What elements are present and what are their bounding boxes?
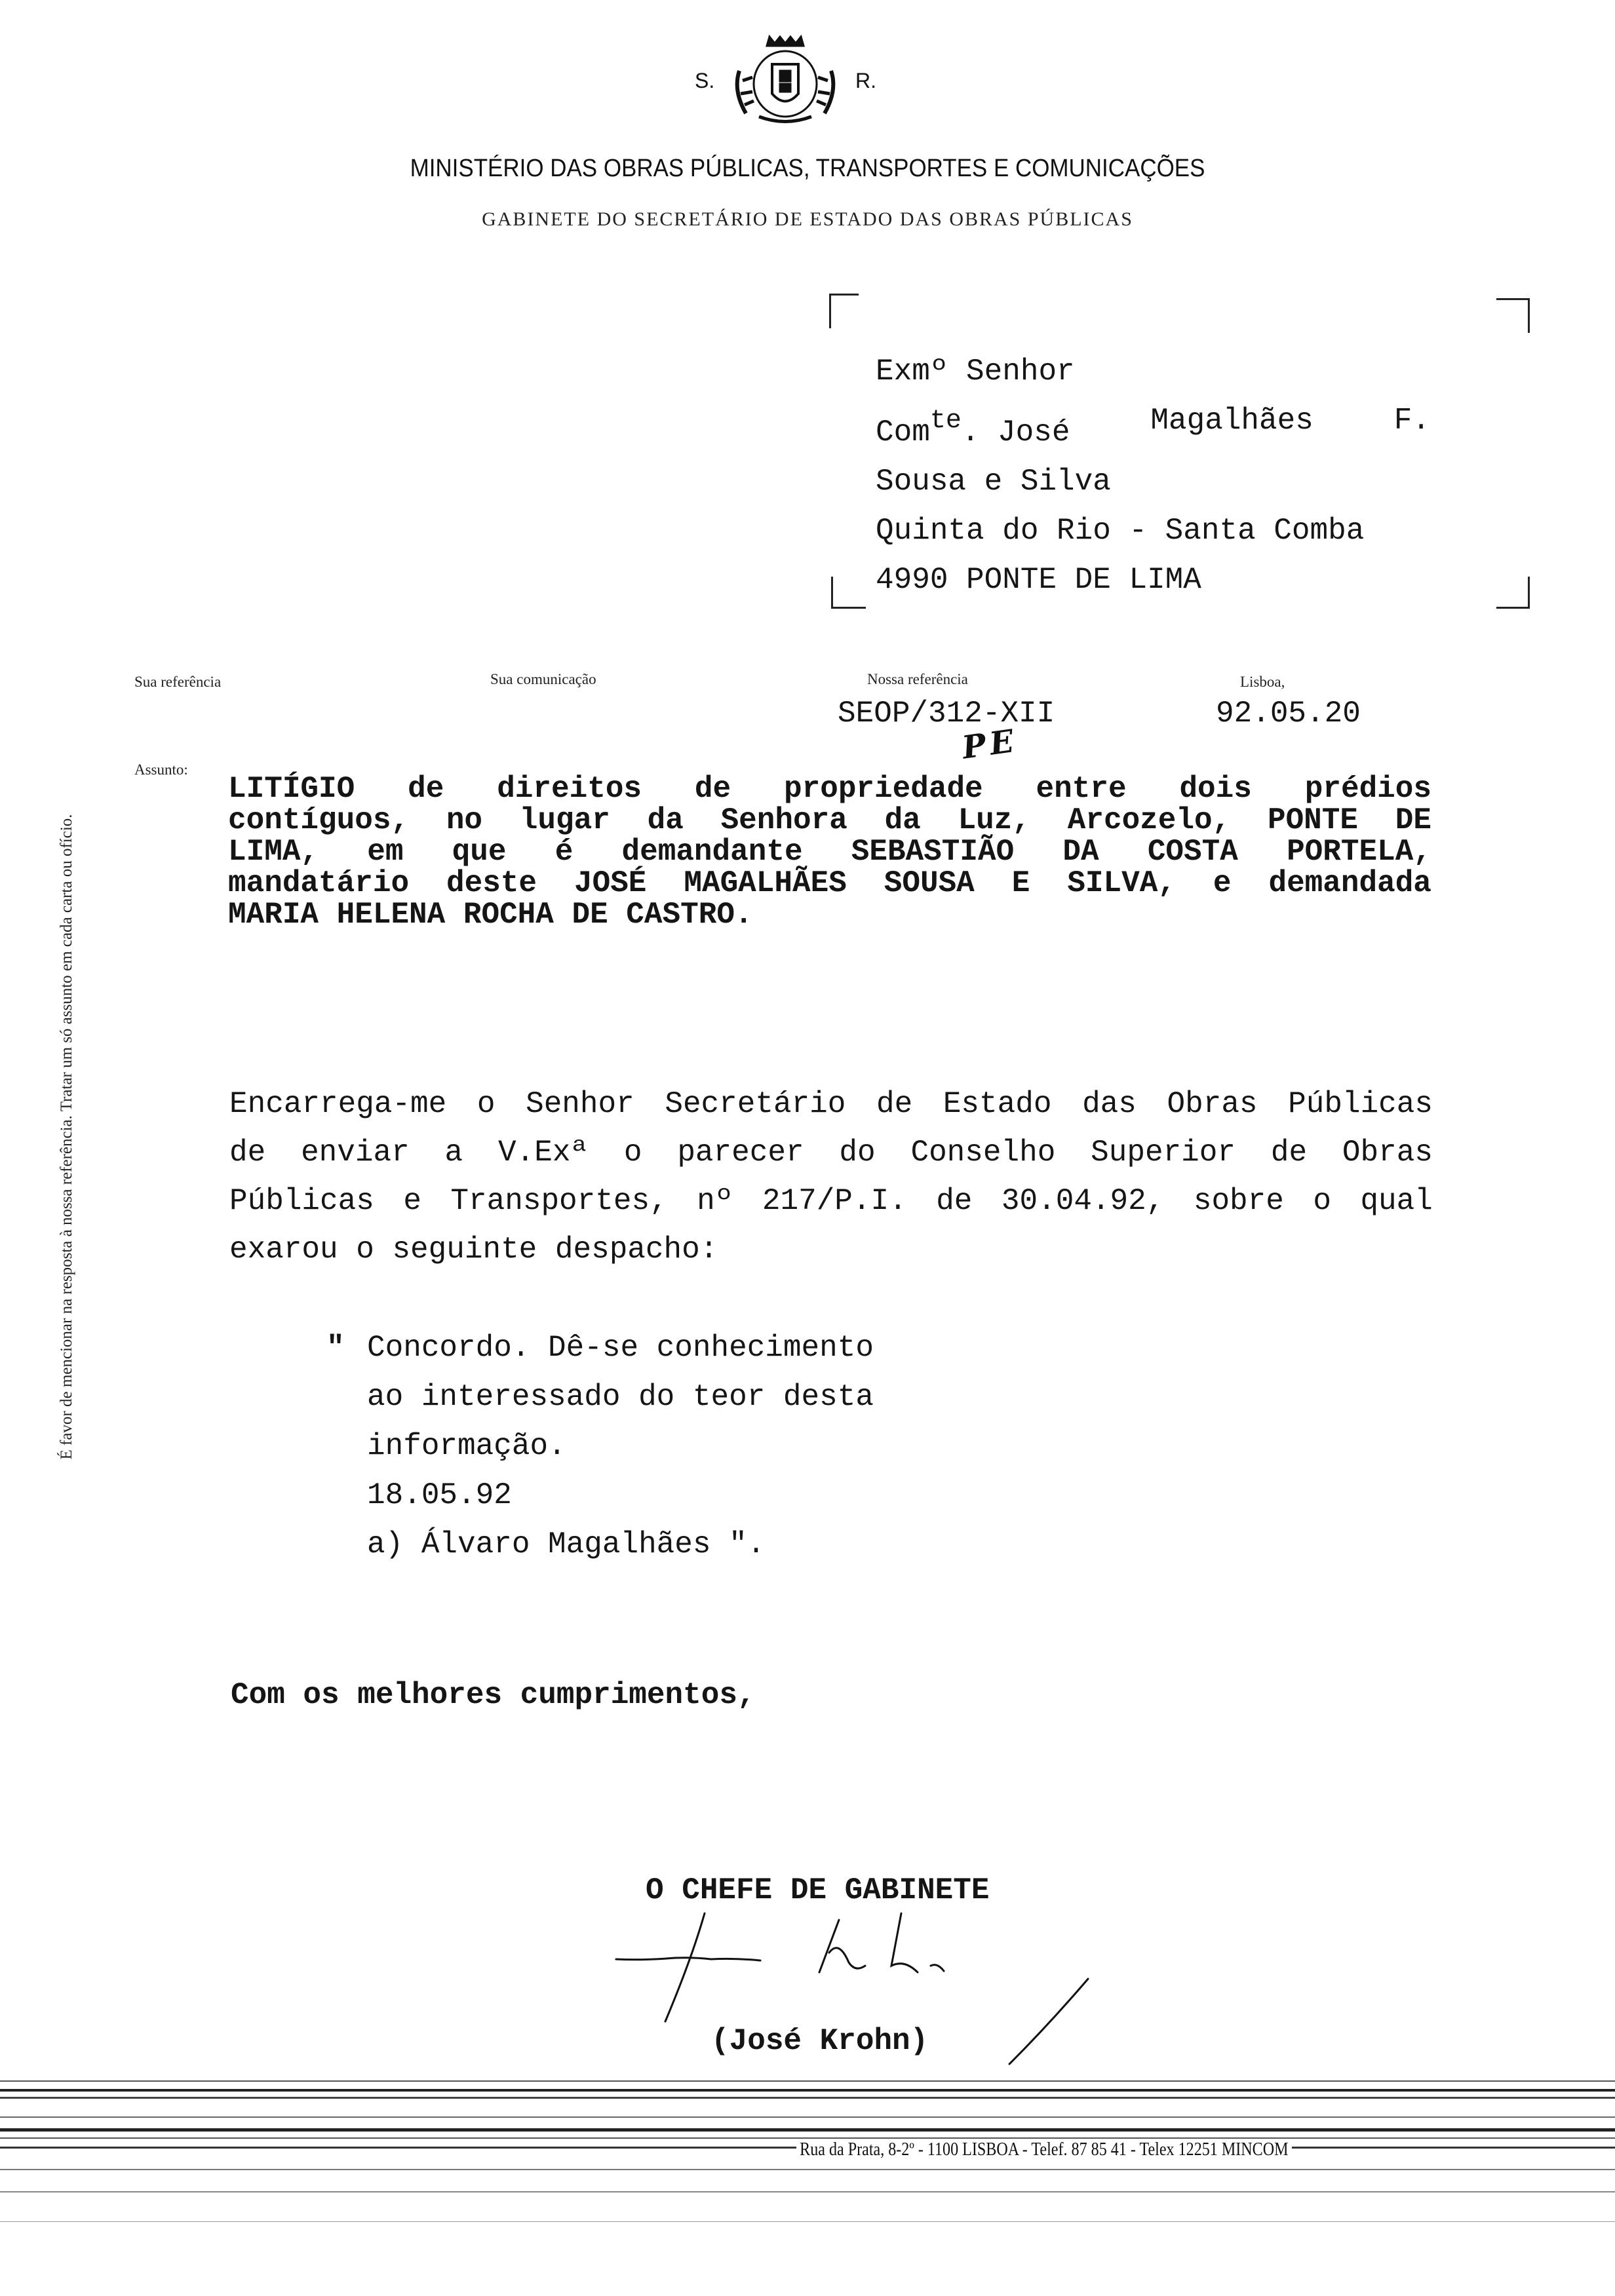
body-word: Estado	[943, 1087, 1052, 1121]
quote-signatory: a) Álvaro Magalhães ".	[367, 1527, 766, 1561]
quote-line-3: informação.	[367, 1429, 566, 1463]
recipient-address	[876, 347, 1430, 605]
subject-word: SEBASTIÃO	[851, 835, 1015, 869]
body-word: o	[1313, 1184, 1331, 1218]
body-word: V.Exª	[498, 1136, 589, 1170]
body-word: Senhor	[526, 1087, 634, 1121]
subject-word: PONTE	[1267, 803, 1358, 837]
subject-word: mandatário	[228, 866, 410, 900]
recipient-first-name: . José	[961, 415, 1070, 450]
date-value: 92.05.20	[1216, 697, 1361, 731]
subject-word: LIMA,	[228, 835, 319, 869]
handwritten-initials: PE	[960, 722, 1021, 767]
body-word: a	[444, 1136, 463, 1170]
subject-word: em	[367, 835, 404, 869]
body-last-line: exarou o seguinte despacho:	[229, 1233, 718, 1267]
subject-word: COSTA	[1147, 835, 1238, 869]
body-word: enviar	[301, 1136, 410, 1170]
subject-word: PORTELA,	[1287, 835, 1431, 869]
scan-line	[0, 2137, 1615, 2139]
subject-word: lugar	[519, 803, 610, 837]
subject-word: LITÍGIO	[228, 772, 355, 806]
subject-line-4	[228, 868, 1431, 899]
address-bracket-br	[1496, 577, 1530, 609]
body-word: de	[229, 1136, 266, 1170]
subject-text	[228, 773, 1431, 930]
recipient-surname: Magalhães	[1150, 404, 1313, 438]
subject-word: deste	[446, 866, 537, 900]
body-word: sobre	[1193, 1184, 1284, 1218]
subject-line-1	[228, 773, 1431, 805]
quote-line-1: Concordo. Dê-se conhecimento	[367, 1331, 874, 1365]
signatory-title: O CHEFE DE GABINETE	[646, 1873, 990, 1907]
body-word: 217/P.I.	[762, 1184, 907, 1218]
footer-address: Rua da Prata, 8-2º - 1100 LISBOA - Telef. 87 85 41 - Telex 12251 MINCOM	[796, 2139, 1292, 2160]
body-word: qual	[1360, 1184, 1433, 1218]
subject-word: contíguos,	[228, 803, 410, 837]
sua-referencia-label: Sua referência	[134, 674, 222, 690]
subject-word: da	[884, 803, 921, 837]
subject-word: DA	[1062, 835, 1099, 869]
subject-word: que	[452, 835, 507, 869]
emblem-right-letter: R.	[855, 69, 876, 92]
scan-line	[0, 2097, 1615, 2099]
scan-line	[0, 2128, 1615, 2132]
quote-open-mark: "	[326, 1331, 345, 1365]
body-word: o	[477, 1087, 496, 1121]
body-paragraph	[229, 1080, 1433, 1274]
subject-word: de	[694, 772, 731, 806]
body-word: das	[1082, 1087, 1137, 1121]
subject-word: MAGALHÃES	[684, 866, 847, 900]
scan-line	[0, 2116, 1615, 2118]
closing-text: Com os melhores cumprimentos,	[231, 1678, 756, 1712]
body-line-2	[229, 1128, 1433, 1177]
body-word: do	[839, 1136, 876, 1170]
body-word: Encarrega-me	[229, 1087, 447, 1121]
lisboa-label: Lisboa,	[1240, 674, 1285, 690]
subject-line-2	[228, 805, 1431, 836]
body-word: Superior	[1091, 1136, 1236, 1170]
scan-line	[0, 2080, 1615, 2082]
subject-last-line: MARIA HELENA ROCHA DE CASTRO.	[228, 898, 753, 932]
subject-word: Arcozelo,	[1067, 803, 1231, 837]
body-word: Secretário	[665, 1087, 846, 1121]
body-word: Obras	[1342, 1136, 1433, 1170]
sua-comunicacao-label: Sua comunicação	[490, 671, 596, 687]
body-word: Conselho	[910, 1136, 1056, 1170]
recipient-surname-line: Sousa e Silva	[876, 465, 1111, 499]
dispatch-quote	[367, 1324, 874, 1569]
body-word: parecer	[677, 1136, 804, 1170]
address-bracket-tl	[829, 294, 859, 328]
address-bracket-bl	[831, 577, 866, 609]
coat-of-arms-icon	[726, 31, 844, 130]
body-line-1	[229, 1080, 1433, 1128]
recipient-initial: F.	[1393, 404, 1430, 438]
body-word: Transportes,	[450, 1184, 668, 1218]
subject-word: demandante	[621, 835, 803, 869]
subject-line-3	[228, 836, 1431, 868]
scan-line	[0, 2191, 1615, 2192]
body-word: nº	[697, 1184, 733, 1218]
subject-word: SOUSA	[884, 866, 975, 900]
recipient-name-line	[876, 396, 1430, 457]
signatory-name: (José Krohn)	[711, 2024, 929, 2058]
recipient-title-prefix: Com	[876, 415, 930, 450]
body-word: 30.04.92,	[1001, 1184, 1165, 1218]
body-word: de	[1270, 1136, 1308, 1170]
address-bracket-tr	[1496, 298, 1530, 333]
body-word: e	[403, 1184, 421, 1218]
quote-line-2: ao interessado do teor desta	[367, 1380, 874, 1414]
recipient-title-superscript: te	[929, 406, 962, 436]
subject-word: da	[647, 803, 684, 837]
subject-word: dois	[1179, 772, 1252, 806]
recipient-street: Quinta do Rio - Santa Comba	[876, 514, 1365, 548]
subject-word: prédios	[1304, 772, 1431, 806]
recipient-salutation: Exmº Senhor	[876, 354, 1075, 389]
subject-word: E	[1011, 866, 1030, 900]
our-reference-value: SEOP/312-XII	[838, 697, 1055, 731]
body-word: de	[936, 1184, 973, 1218]
subject-word: direitos	[497, 772, 642, 806]
subject-word: é	[555, 835, 574, 869]
nossa-referencia-label: Nossa referência	[867, 671, 968, 687]
subject-word: JOSÉ	[574, 866, 647, 900]
subject-word: SILVA,	[1067, 866, 1176, 900]
subject-label: Assunto:	[134, 761, 188, 778]
subject-word: DE	[1395, 803, 1431, 837]
subject-word: Senhora	[720, 803, 847, 837]
subject-word: e	[1213, 866, 1232, 900]
subject-word: no	[446, 803, 483, 837]
scan-line	[0, 2221, 1615, 2222]
body-word: Públicas	[229, 1184, 374, 1218]
subject-word: de	[408, 772, 444, 806]
quote-date: 18.05.92	[367, 1478, 512, 1512]
subject-word: entre	[1036, 772, 1127, 806]
body-word: de	[876, 1087, 913, 1121]
scan-line	[0, 2089, 1615, 2092]
scan-line	[0, 2169, 1615, 2170]
subject-word: propriedade	[784, 772, 983, 806]
side-note: É favor de mencionar na resposta à nossa referência. Tratar um só assunto em cada carta ou ofício.	[58, 814, 75, 1460]
emblem-left-letter: S.	[695, 69, 715, 92]
subject-word: demandada	[1268, 866, 1431, 900]
recipient-city: 4990 PONTE DE LIMA	[876, 563, 1201, 597]
body-word: o	[623, 1136, 642, 1170]
body-word: Públicas	[1288, 1087, 1433, 1121]
ministry-title: MINISTÉRIO DAS OBRAS PÚBLICAS, TRANSPORTES E COMUNICAÇÕES	[410, 155, 1205, 182]
body-line-3	[229, 1177, 1433, 1225]
subject-word: Luz,	[958, 803, 1030, 837]
office-subtitle: GABINETE DO SECRETÁRIO DE ESTADO DAS OBRAS PÚBLICAS	[482, 208, 1133, 230]
body-word: Obras	[1167, 1087, 1258, 1121]
